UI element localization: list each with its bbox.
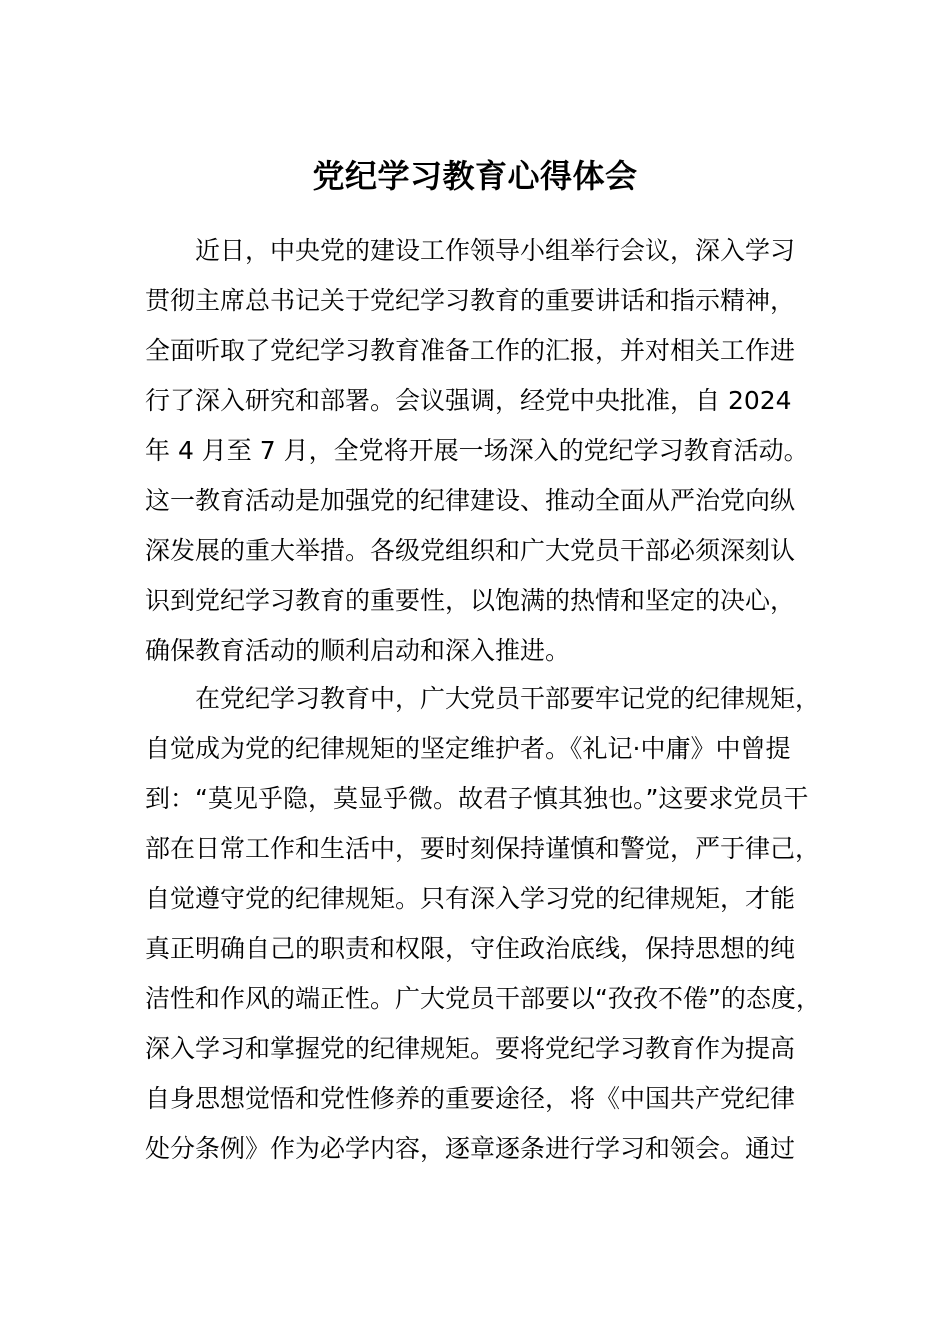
paragraph-line: 深发展的重大举措。各级党组织和广大党员干部必须深刻认 <box>145 536 796 565</box>
paragraph-line: 在党纪学习教育中，广大党员干部要牢记党的纪律规矩， <box>145 684 821 713</box>
paragraph-line: 行了深入研究和部署。会议强调，经党中央批准，自 2024 <box>145 386 792 415</box>
paragraph-line: 贯彻主席总书记关于党纪学习教育的重要讲话和指示精神， <box>145 286 796 315</box>
paragraph-line: 洁性和作风的端正性。广大党员干部要以“孜孜不倦”的态度， <box>145 984 821 1013</box>
paragraph-line: 自觉遵守党的纪律规矩。只有深入学习党的纪律规矩，才能 <box>145 884 796 913</box>
paragraph-line: 深入学习和掌握党的纪律规矩。要将党纪学习教育作为提高 <box>145 1034 796 1063</box>
paragraph-line: 处分条例》作为必学内容，逐章逐条进行学习和领会。通过 <box>145 1134 796 1163</box>
paragraph-line: 识到党纪学习教育的重要性，以饱满的热情和坚定的决心， <box>145 586 796 615</box>
paragraph-line: 自身思想觉悟和党性修养的重要途径，将《中国共产党纪律 <box>145 1084 796 1113</box>
paragraph-line: 年 4 月至 7 月，全党将开展一场深入的党纪学习教育活动。 <box>145 436 809 465</box>
paragraph-line: 确保教育活动的顺利启动和深入推进。 <box>145 636 571 665</box>
paragraph-line: 近日，中央党的建设工作领导小组举行会议，深入学习 <box>145 236 796 265</box>
paragraph-line: 自觉成为党的纪律规矩的坚定维护者。《礼记·中庸》中曾提 <box>145 734 791 763</box>
paragraph-line: 部在日常工作和生活中，要时刻保持谨慎和警觉，严于律己， <box>145 834 821 863</box>
paragraph-line: 全面听取了党纪学习教育准备工作的汇报，并对相关工作进 <box>145 336 796 365</box>
paragraph-line: 真正明确自己的职责和权限，守住政治底线，保持思想的纯 <box>145 934 796 963</box>
paragraph-line: 这一教育活动是加强党的纪律建设、推动全面从严治党向纵 <box>145 486 796 515</box>
document-title: 党纪学习教育心得体会 <box>312 157 638 195</box>
paragraph-line: 到：“莫见乎隐，莫显乎微。故君子慎其独也。”这要求党员干 <box>145 784 809 813</box>
